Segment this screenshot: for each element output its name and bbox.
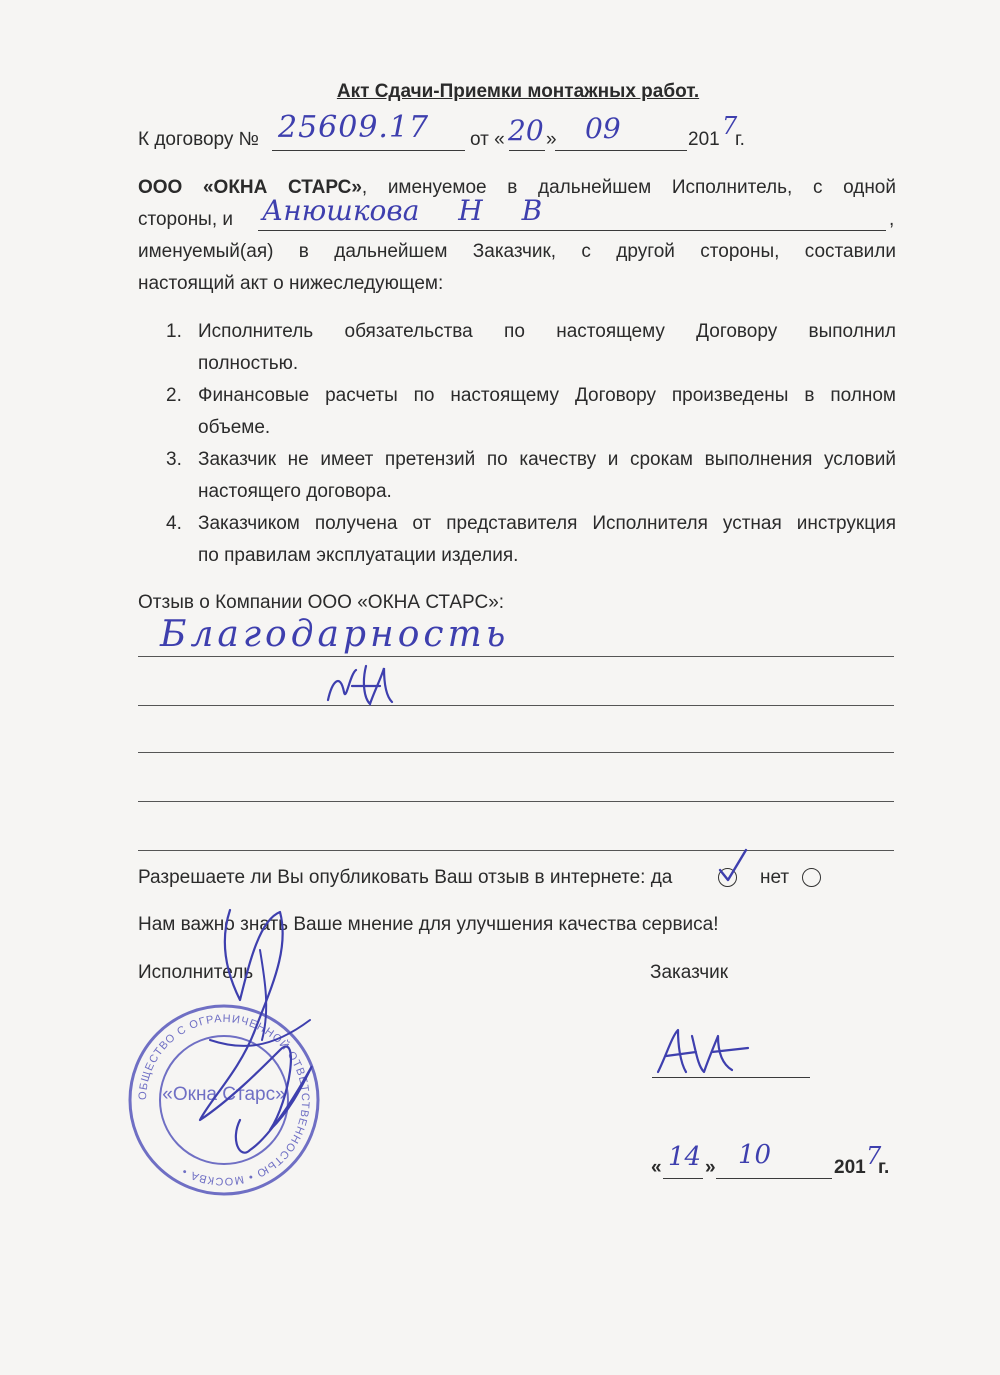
stamp-ring-text: ОБЩЕСТВО С ОГРАНИЧЕННОЙ ОТВЕТСТВЕННОСТЬЮ • МОСКВА • bbox=[136, 1012, 312, 1188]
customer-name-hand: Анюшкова Н В bbox=[262, 194, 543, 227]
contract-month-line bbox=[555, 150, 687, 151]
party-line-3: именуемый(ая) в дальнейшем Заказчик, с другой стороны, составили bbox=[138, 241, 896, 262]
item-1-number: 1. bbox=[166, 321, 182, 342]
publish-no-radio[interactable] bbox=[802, 868, 821, 887]
date-year-suffix: г. bbox=[878, 1157, 890, 1178]
item-4-line-1: Заказчиком получена от представителя Исполнителя устная инструкция bbox=[198, 513, 896, 534]
date-open-quote: « bbox=[651, 1157, 662, 1178]
contract-day-line bbox=[509, 150, 545, 151]
item-2-number: 2. bbox=[166, 385, 182, 406]
date-month-hand: 10 bbox=[738, 1140, 772, 1170]
review-hand: Благодарность bbox=[160, 614, 510, 655]
review-initials-scribble bbox=[322, 662, 402, 712]
date-year-prefix: 201 bbox=[834, 1157, 866, 1178]
item-3-line-2: настоящего договора. bbox=[198, 481, 392, 502]
executor-signature bbox=[170, 900, 370, 1180]
contract-year-hand: 7 bbox=[722, 112, 738, 140]
party-line-2-prefix: стороны, и bbox=[138, 209, 234, 230]
item-1-line-1: Исполнитель обязательства по настоящему Договору выполнил bbox=[198, 321, 896, 342]
review-line-3 bbox=[138, 752, 894, 753]
party-line-1-rest: , именуемое в дальнейшем Исполнитель, с одной bbox=[361, 177, 896, 198]
opinion-text: Нам важно знать Ваше мнение для улучшения качества сервиса! bbox=[138, 914, 719, 935]
party-line-2-suffix: , bbox=[889, 209, 895, 230]
date-from-label: от « bbox=[470, 129, 505, 150]
checkmark-icon bbox=[712, 846, 752, 886]
review-line-5 bbox=[138, 850, 894, 851]
customer-signature bbox=[652, 1022, 772, 1082]
item-2-line-1: Финансовые расчеты по настоящему Договору произведены в полном bbox=[198, 385, 896, 406]
item-1-line-2: полностью. bbox=[198, 353, 299, 374]
date-day-hand: 14 bbox=[668, 1142, 702, 1172]
customer-name-line bbox=[258, 230, 886, 231]
document-title: Акт Сдачи-Приемки монтажных работ. bbox=[336, 81, 700, 102]
contract-prefix: К договору № bbox=[138, 129, 260, 150]
executor-label: Исполнитель bbox=[138, 962, 254, 983]
item-2-line-2: объеме. bbox=[198, 417, 271, 438]
date-month-line bbox=[716, 1178, 832, 1179]
date-year-hand: 7 bbox=[866, 1142, 882, 1170]
date-day-line bbox=[663, 1178, 703, 1179]
review-line-2 bbox=[138, 705, 894, 706]
review-label: Отзыв о Компании ООО «ОКНА СТАРС»: bbox=[138, 592, 505, 613]
publish-no-label: нет bbox=[760, 867, 790, 888]
contract-number-line bbox=[272, 150, 465, 151]
date-close-quote: » bbox=[705, 1157, 716, 1178]
contract-number-hand: 25609.17 bbox=[278, 110, 430, 145]
date-quote-close: » bbox=[546, 129, 557, 150]
review-line-4 bbox=[138, 801, 894, 802]
publish-question: Разрешаете ли Вы опубликовать Ваш отзыв в интернете: да bbox=[138, 867, 673, 888]
item-3-line-1: Заказчик не имеет претензий по качеству и срокам выполнения условий bbox=[198, 449, 896, 470]
stamp-center-text: «Окна Старс» bbox=[162, 1084, 286, 1105]
customer-label: Заказчик bbox=[650, 962, 729, 983]
contract-month-hand: 09 bbox=[585, 112, 621, 145]
item-3-number: 3. bbox=[166, 449, 182, 470]
item-4-line-2: по правилам эксплуатации изделия. bbox=[198, 545, 519, 566]
contract-day-hand: 20 bbox=[508, 114, 544, 147]
company-name: ООО «ОКНА СТАРС» bbox=[138, 177, 362, 198]
review-line-1 bbox=[138, 656, 894, 657]
item-4-number: 4. bbox=[166, 513, 182, 534]
contract-year-suffix: г. bbox=[735, 129, 745, 150]
contract-year-prefix: 201 bbox=[688, 129, 720, 150]
party-line-4: настоящий акт о нижеследующем: bbox=[138, 273, 444, 294]
